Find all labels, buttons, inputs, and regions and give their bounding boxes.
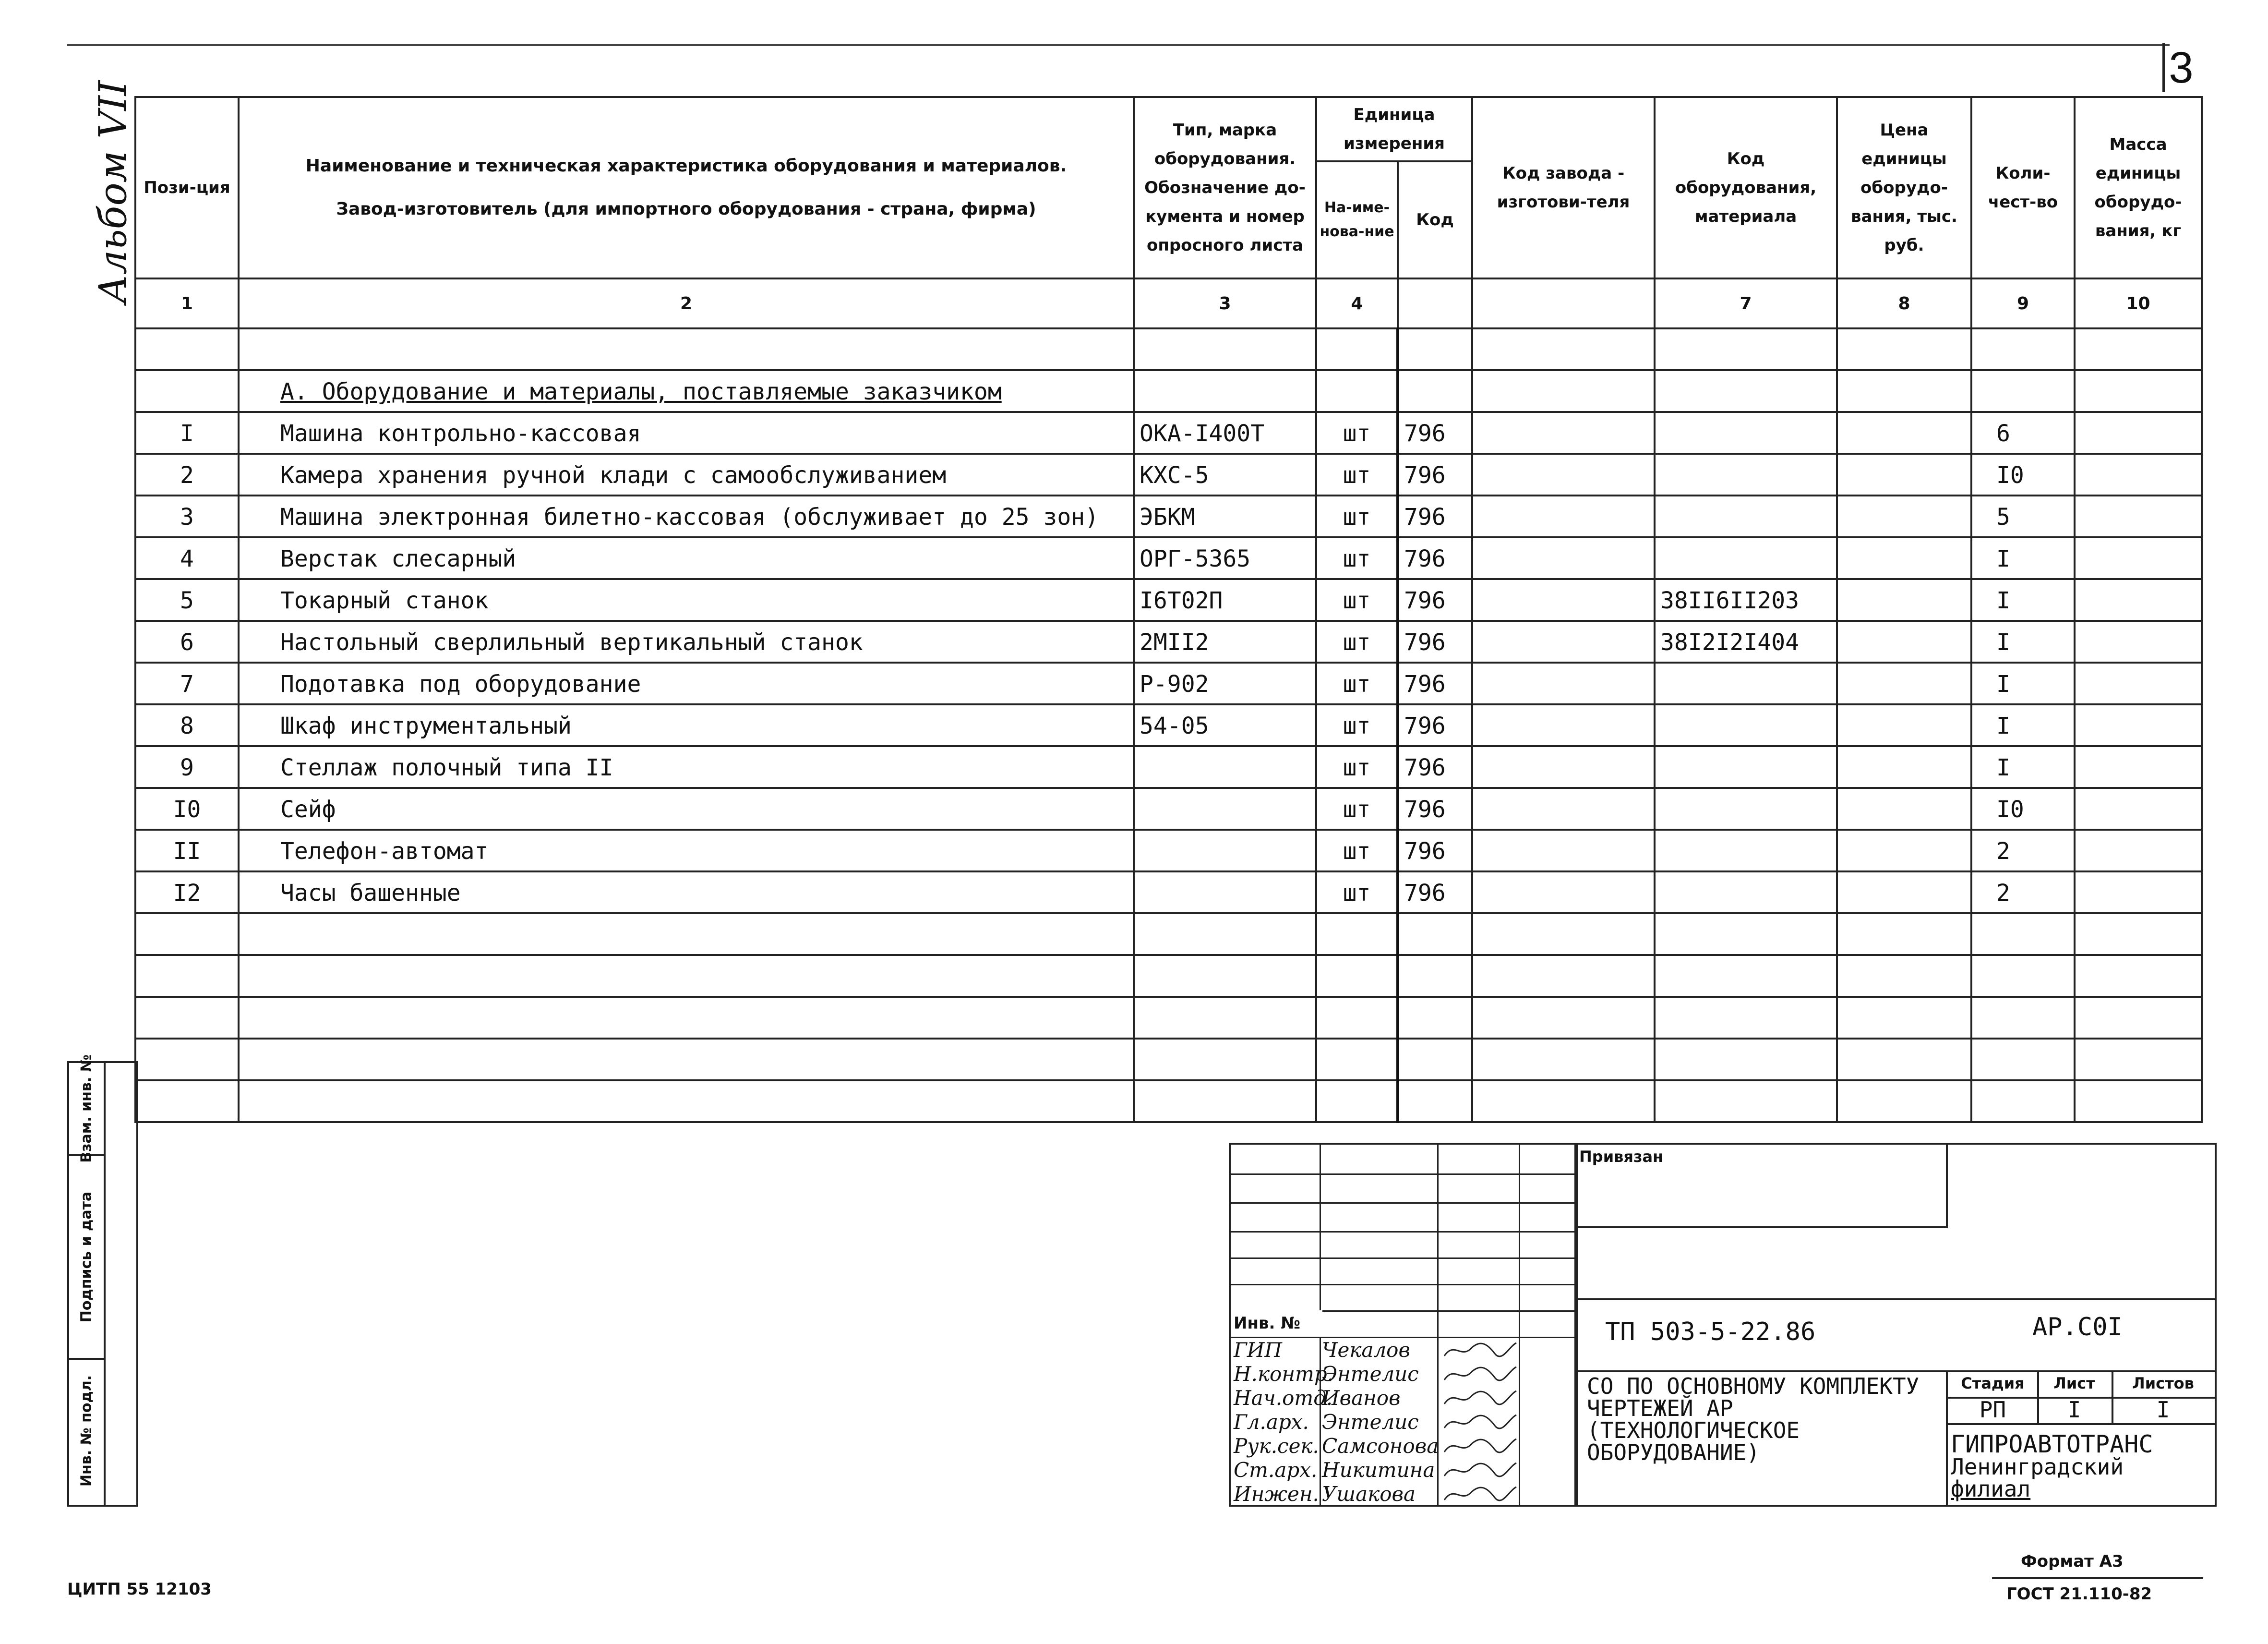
signature-row xyxy=(1231,1457,1576,1483)
table-cell-unit: шт xyxy=(1316,454,1398,496)
empty-row xyxy=(135,997,2202,1039)
table-cell-empty xyxy=(1971,1039,2075,1080)
footer-format: Формат А3 xyxy=(2021,1552,2124,1571)
left-stamp xyxy=(67,1054,138,1507)
table-cell-price xyxy=(1837,704,1971,746)
colnum: 7 xyxy=(1655,278,1837,328)
table-cell-code: 796 xyxy=(1398,871,1472,913)
table-cell-unit: шт xyxy=(1316,704,1398,746)
empty-row xyxy=(135,1039,2202,1080)
table-row xyxy=(135,537,2202,579)
doc-description: СО ПО ОСНОВНОМУ КОМПЛЕКТУ ЧЕРТЕЖЕЙ АР (ТЕХНОЛОГИЧЕСКОЕ ОБОРУДОВАНИЕ) xyxy=(1587,1373,1920,1465)
table-cell-name: Настольный сверлильный вертикальный станок xyxy=(239,621,1134,663)
table-cell-equip xyxy=(1655,830,1837,871)
signature-scribble xyxy=(1442,1387,1519,1409)
table-cell-empty xyxy=(1316,955,1398,997)
table-cell-equip xyxy=(1655,663,1837,704)
table-cell-code: 796 xyxy=(1398,663,1472,704)
table-cell-price xyxy=(1837,746,1971,788)
table-cell-equip xyxy=(1655,704,1837,746)
table-cell-unit: шт xyxy=(1316,788,1398,830)
signature-name: Энтелис xyxy=(1322,1362,1419,1386)
signature-role: Ст.арх. xyxy=(1234,1458,1318,1482)
colnum: 8 xyxy=(1837,278,1971,328)
signature-name: Чекалов xyxy=(1322,1338,1410,1362)
table-cell-unit: шт xyxy=(1316,412,1398,454)
table-cell-plant xyxy=(1472,537,1655,579)
table-cell-empty xyxy=(1655,955,1837,997)
table-cell-plant xyxy=(1472,412,1655,454)
table-cell-qty: I xyxy=(1971,746,2075,788)
table-row xyxy=(135,663,2202,704)
table-cell-qty: 6 xyxy=(1971,412,2075,454)
header-name-line1: Наименование и техническая характеристика оборудования и материалов. xyxy=(305,156,1067,176)
table-cell-price xyxy=(1837,412,1971,454)
grid-hline xyxy=(1231,1284,1576,1285)
table-cell-empty xyxy=(1398,1039,1472,1080)
doc-code: ТП 503-5-22.86 xyxy=(1605,1318,1816,1346)
colnum: 1 xyxy=(135,278,239,328)
colnum xyxy=(1398,278,1472,328)
signature-row xyxy=(1231,1481,1576,1507)
table-cell-qty: I xyxy=(1971,537,2075,579)
table-cell-mass xyxy=(2075,663,2202,704)
table-cell-plant xyxy=(1472,871,1655,913)
sheet-code: АР.С0I xyxy=(2032,1313,2123,1342)
table-cell-plant xyxy=(1472,704,1655,746)
table-cell-pos: 9 xyxy=(135,746,239,788)
stamp-divider xyxy=(104,1063,106,1505)
footer-left: ЦИТП 55 12103 xyxy=(67,1580,212,1599)
table-cell-empty xyxy=(2075,997,2202,1039)
table-cell-qty: I xyxy=(1971,579,2075,621)
table-cell-plant xyxy=(1472,579,1655,621)
table-cell-mass xyxy=(2075,788,2202,830)
equipment-table xyxy=(134,96,2203,1123)
stamp-inv-label: Инв. № подл. xyxy=(78,1375,95,1487)
table-cell-empty xyxy=(1472,955,1655,997)
table-cell-mass xyxy=(2075,496,2202,537)
table-cell-empty xyxy=(1971,913,2075,955)
colnum xyxy=(1472,278,1655,328)
table-cell-qty: I xyxy=(1971,663,2075,704)
colnum: 9 xyxy=(1971,278,2075,328)
table-cell-code: 796 xyxy=(1398,454,1472,496)
table-cell-code: 796 xyxy=(1398,830,1472,871)
table-cell-code: 796 xyxy=(1398,412,1472,454)
footer-gost: ГОСТ 21.110-82 xyxy=(2006,1584,2152,1604)
org-line2: Ленинградский xyxy=(1951,1454,2124,1480)
sheets-value: I xyxy=(2156,1397,2170,1423)
table-cell-name: Часы башенные xyxy=(239,871,1134,913)
colnum: 2 xyxy=(239,278,1134,328)
tb-hline xyxy=(1946,1423,2215,1425)
table-cell-name: Токарный станок xyxy=(239,579,1134,621)
header-pos: Пози-ция xyxy=(135,97,239,278)
header-equip-code: Код оборудования, материала xyxy=(1655,97,1837,278)
table-cell-price xyxy=(1837,830,1971,871)
table-cell-empty xyxy=(1398,955,1472,997)
sheet-label: Лист xyxy=(2053,1374,2095,1392)
table-cell-unit: шт xyxy=(1316,621,1398,663)
signature-name: Иванов xyxy=(1322,1386,1401,1410)
table-cell-empty xyxy=(1472,1039,1655,1080)
signature-role: Н.контр. xyxy=(1234,1362,1334,1386)
table-cell-type: Р-902 xyxy=(1134,663,1316,704)
table-cell-empty xyxy=(1316,913,1398,955)
signature-row xyxy=(1231,1433,1576,1459)
table-cell-empty xyxy=(1655,997,1837,1039)
stamp-vzam-label: Взам. инв. № xyxy=(78,1054,95,1163)
table-cell-price xyxy=(1837,788,1971,830)
tb-vline xyxy=(1946,1370,1948,1505)
table-cell-empty xyxy=(239,997,1134,1039)
table-cell-name: Машина электронная билетно-кассовая (обслуживает до 25 зон) xyxy=(239,496,1134,537)
sheets-label: Листов xyxy=(2132,1374,2194,1392)
header-plant-code: Код завода - изготови-теля xyxy=(1472,97,1655,278)
table-cell-plant xyxy=(1472,454,1655,496)
footer-line xyxy=(1992,1577,2203,1579)
table-cell-mass xyxy=(2075,454,2202,496)
signature-row xyxy=(1231,1337,1576,1363)
table-cell-plant xyxy=(1472,663,1655,704)
table-cell-pos: 2 xyxy=(135,454,239,496)
table-cell-name: Подотавка под оборудование xyxy=(239,663,1134,704)
table-cell-empty xyxy=(1472,997,1655,1039)
column-numbers-row xyxy=(135,278,2202,328)
signature-name: Ушакова xyxy=(1322,1482,1416,1506)
table-cell-unit: шт xyxy=(1316,746,1398,788)
table-cell-price xyxy=(1837,663,1971,704)
table-cell-empty xyxy=(1837,997,1971,1039)
signature-role: Инжен. xyxy=(1234,1482,1319,1506)
empty-row xyxy=(135,955,2202,997)
table-row xyxy=(135,579,2202,621)
table-cell-empty xyxy=(2075,955,2202,997)
table-cell-empty xyxy=(1837,1080,1971,1122)
signature-role: Гл.арх. xyxy=(1234,1410,1309,1434)
table-cell-unit: шт xyxy=(1316,579,1398,621)
table-cell-empty xyxy=(1971,955,2075,997)
table-cell-pos: 5 xyxy=(135,579,239,621)
table-cell-empty xyxy=(135,955,239,997)
table-cell-unit: шт xyxy=(1316,496,1398,537)
table-cell-pos: 4 xyxy=(135,537,239,579)
table-cell-type xyxy=(1134,871,1316,913)
header-qty: Коли-чест-во xyxy=(1971,97,2075,278)
table-cell-empty xyxy=(1837,1039,1971,1080)
table-row xyxy=(135,328,2202,370)
signature-scribble xyxy=(1442,1363,1519,1385)
table-cell-name: Камера хранения ручной клади с самообслуживанием xyxy=(239,454,1134,496)
table-row xyxy=(135,830,2202,871)
table-cell-type: I6Т02П xyxy=(1134,579,1316,621)
table-cell-equip xyxy=(1655,746,1837,788)
header-name-line2: Завод-изготовитель (для импортного оборудования - страна, фирма) xyxy=(336,199,1036,219)
table-cell-type: ОРГ-5365 xyxy=(1134,537,1316,579)
signature-role: Рук.сек. xyxy=(1234,1434,1319,1458)
header-unit-code: Код xyxy=(1398,161,1472,278)
table-cell-code: 796 xyxy=(1398,496,1472,537)
table-row xyxy=(135,704,2202,746)
table-cell-unit: шт xyxy=(1316,871,1398,913)
table-cell-empty xyxy=(1398,997,1472,1039)
table-cell-code: 796 xyxy=(1398,704,1472,746)
table-cell-unit: шт xyxy=(1316,663,1398,704)
table-body xyxy=(135,328,2202,1122)
colnum: 3 xyxy=(1134,278,1316,328)
table-cell-equip xyxy=(1655,412,1837,454)
org-line3: филиал xyxy=(1951,1476,2031,1502)
tb-hline xyxy=(1576,1370,2215,1372)
table-cell-name: Телефон-автомат xyxy=(239,830,1134,871)
privyazan-cell xyxy=(1576,1145,1948,1228)
table-row xyxy=(135,871,2202,913)
header-name xyxy=(239,97,1134,278)
table-row xyxy=(135,412,2202,454)
album-label-text: Альбом VII xyxy=(90,80,135,304)
table-row xyxy=(135,454,2202,496)
table-cell-plant xyxy=(1472,830,1655,871)
table-cell-equip xyxy=(1655,871,1837,913)
table-cell-equip xyxy=(1655,788,1837,830)
empty-row xyxy=(135,913,2202,955)
grid-hline xyxy=(1231,1231,1576,1233)
colnum: 4 xyxy=(1316,278,1398,328)
table-cell-type: КХС-5 xyxy=(1134,454,1316,496)
section-row xyxy=(135,370,2202,412)
table-cell-name: Шкаф инструментальный xyxy=(239,704,1134,746)
sheet-value: I xyxy=(2067,1397,2081,1423)
table-cell-pos: II xyxy=(135,830,239,871)
table-cell-code: 796 xyxy=(1398,788,1472,830)
table-cell-mass xyxy=(2075,830,2202,871)
table-cell-pos: 3 xyxy=(135,496,239,537)
signature-name: Самсонова xyxy=(1322,1434,1439,1458)
table-cell-price xyxy=(1837,454,1971,496)
table-cell-mass xyxy=(2075,871,2202,913)
table-cell-pos: 6 xyxy=(135,621,239,663)
table-cell-empty xyxy=(1398,913,1472,955)
table-cell-qty: I0 xyxy=(1971,788,2075,830)
table-cell-mass xyxy=(2075,704,2202,746)
table-cell-pos: I xyxy=(135,412,239,454)
stamp-inv xyxy=(69,1360,104,1502)
table-cell-equip xyxy=(1655,537,1837,579)
grid-hline xyxy=(1231,1257,1576,1259)
privyazan-label: Привязан xyxy=(1579,1148,1664,1166)
table-cell-plant xyxy=(1472,496,1655,537)
table-cell-empty xyxy=(239,1039,1134,1080)
table-cell-code: 796 xyxy=(1398,621,1472,663)
table-cell-price xyxy=(1837,621,1971,663)
table-cell-empty xyxy=(1837,955,1971,997)
table-cell-type xyxy=(1134,788,1316,830)
table-cell-unit: шт xyxy=(1316,537,1398,579)
table-cell-type: ОКА-I400Т xyxy=(1134,412,1316,454)
table-row xyxy=(135,496,2202,537)
table-cell-equip xyxy=(1655,496,1837,537)
table-cell-empty xyxy=(135,1080,239,1122)
signature-scribble xyxy=(1442,1435,1519,1457)
table-cell-empty xyxy=(1316,1039,1398,1080)
header-unit: Единица измерения xyxy=(1316,97,1472,161)
signature-row xyxy=(1231,1385,1576,1411)
table-cell-unit: шт xyxy=(1316,830,1398,871)
table-cell-empty xyxy=(1472,913,1655,955)
table-cell-price xyxy=(1837,579,1971,621)
signature-row xyxy=(1231,1361,1576,1387)
header-type: Тип, марка оборудования. Обозначение до-кумента и номер опросного листа xyxy=(1134,97,1316,278)
tb-hline xyxy=(1576,1298,2215,1300)
table-cell-empty xyxy=(1134,1039,1316,1080)
grid-hline xyxy=(1231,1173,1576,1175)
table-cell-empty xyxy=(2075,1039,2202,1080)
table-cell-plant xyxy=(1472,621,1655,663)
header-mass: Масса единицы оборудо-вания, кг xyxy=(2075,97,2202,278)
table-cell-empty xyxy=(1398,1080,1472,1122)
stage-value: РП xyxy=(1979,1397,2006,1423)
table-cell-name: Стеллаж полочный типа II xyxy=(239,746,1134,788)
grid-hline xyxy=(1231,1202,1576,1204)
table-cell-empty xyxy=(1655,1080,1837,1122)
header-unit-name: На-име-нова-ние xyxy=(1316,161,1398,278)
table-cell-code: 796 xyxy=(1398,579,1472,621)
table-cell-empty xyxy=(1655,913,1837,955)
signature-row xyxy=(1231,1409,1576,1435)
table-cell-mass xyxy=(2075,537,2202,579)
top-border-line xyxy=(67,44,2170,46)
signature-name: Энтелис xyxy=(1322,1410,1419,1434)
table-cell-equip: 38II6II203 xyxy=(1655,579,1837,621)
table-cell-mass xyxy=(2075,621,2202,663)
table-cell-name: Сейф xyxy=(239,788,1134,830)
table-cell-name: Верстак слесарный xyxy=(239,537,1134,579)
table-cell-empty xyxy=(1971,1080,2075,1122)
table-cell-empty xyxy=(1655,1039,1837,1080)
signature-role: Нач.отд. xyxy=(1234,1386,1333,1410)
table-cell-price xyxy=(1837,496,1971,537)
table-cell-qty: 5 xyxy=(1971,496,2075,537)
table-cell-mass xyxy=(2075,412,2202,454)
stamp-podpis-label: Подпись и дата xyxy=(78,1191,95,1323)
colnum: 10 xyxy=(2075,278,2202,328)
table-cell-qty: I0 xyxy=(1971,454,2075,496)
table-cell-qty: 2 xyxy=(1971,871,2075,913)
signature-scribble xyxy=(1442,1459,1519,1481)
signature-scribble xyxy=(1442,1483,1519,1505)
table-cell-empty xyxy=(2075,913,2202,955)
table-cell-type: 2МII2 xyxy=(1134,621,1316,663)
table-cell-empty xyxy=(1837,913,1971,955)
table-cell-empty xyxy=(1472,1080,1655,1122)
table-cell-pos: I0 xyxy=(135,788,239,830)
signature-role: ГИП xyxy=(1234,1338,1283,1362)
table-cell-plant xyxy=(1472,746,1655,788)
empty-row xyxy=(135,1080,2202,1122)
table-cell-mass xyxy=(2075,746,2202,788)
signature-scribble xyxy=(1442,1411,1519,1433)
table-cell-empty xyxy=(1316,997,1398,1039)
table-cell-price xyxy=(1837,871,1971,913)
table-cell-type: 54-05 xyxy=(1134,704,1316,746)
stamp-vzam xyxy=(69,1054,104,1163)
table-cell-empty xyxy=(1971,997,2075,1039)
table-cell-empty xyxy=(1316,1080,1398,1122)
table-cell-pos: I2 xyxy=(135,871,239,913)
table-cell-empty xyxy=(239,913,1134,955)
table-cell-price xyxy=(1837,537,1971,579)
table-row xyxy=(135,788,2202,830)
header-row-1 xyxy=(135,97,2202,161)
table-cell-qty: 2 xyxy=(1971,830,2075,871)
table-cell-pos: 7 xyxy=(135,663,239,704)
signature-name: Никитина xyxy=(1322,1458,1435,1482)
stamp-podpis xyxy=(69,1156,104,1360)
table-cell-equip: 38I2I2I404 xyxy=(1655,621,1837,663)
header-price: Цена единицы оборудо-вания, тыс. руб. xyxy=(1837,97,1971,278)
table-cell-empty xyxy=(135,913,239,955)
table-row xyxy=(135,621,2202,663)
table-cell-code: 796 xyxy=(1398,537,1472,579)
table-cell-type xyxy=(1134,830,1316,871)
signature-grid xyxy=(1229,1143,1578,1507)
page-number: 3 xyxy=(2162,43,2197,92)
signature-scribble xyxy=(1442,1339,1519,1361)
table-cell-pos: 8 xyxy=(135,704,239,746)
table-cell-empty xyxy=(135,1039,239,1080)
table-row xyxy=(135,746,2202,788)
table-cell-type xyxy=(1134,746,1316,788)
table-cell-qty: I xyxy=(1971,704,2075,746)
table-cell-empty xyxy=(1134,997,1316,1039)
table-cell-empty xyxy=(1134,955,1316,997)
table-cell-name: Машина контрольно-кассовая xyxy=(239,412,1134,454)
stage-label: Стадия xyxy=(1961,1374,2025,1392)
table-cell-empty xyxy=(135,997,239,1039)
table-cell-mass xyxy=(2075,579,2202,621)
table-cell-empty xyxy=(1134,1080,1316,1122)
table-cell-empty xyxy=(2075,1080,2202,1122)
title-block xyxy=(1574,1143,2217,1507)
table-cell-empty xyxy=(239,955,1134,997)
table-cell-empty xyxy=(1134,913,1316,955)
table-cell-empty xyxy=(239,1080,1134,1122)
table-cell-type: ЭБКМ xyxy=(1134,496,1316,537)
table-cell-plant xyxy=(1472,788,1655,830)
org-line1: ГИПРОАВТОТРАНС xyxy=(1951,1430,2153,1458)
table-cell-qty: I xyxy=(1971,621,2075,663)
inv-no-label: Инв. № xyxy=(1231,1310,1322,1337)
table-cell-equip xyxy=(1655,454,1837,496)
section-title: А. Оборудование и материалы, поставляемые заказчиком xyxy=(239,370,1134,412)
table-cell-code: 796 xyxy=(1398,746,1472,788)
